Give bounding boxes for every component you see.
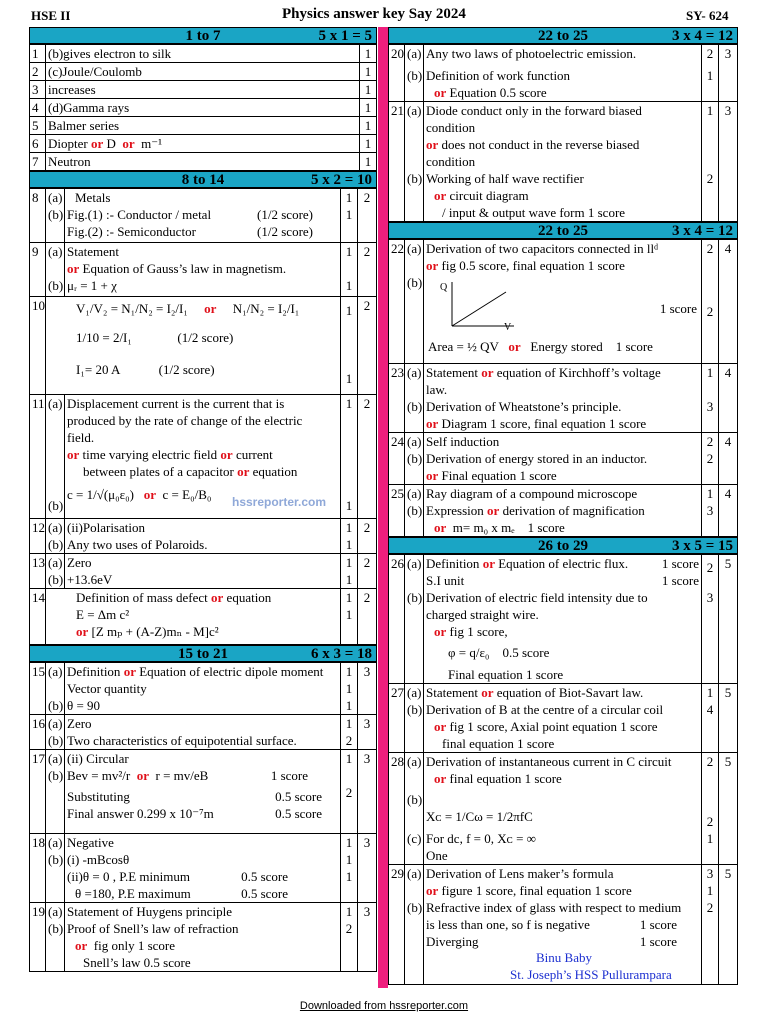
part-marks: 1	[360, 117, 377, 135]
or-keyword: or	[434, 520, 447, 535]
question-row	[30, 834, 377, 903]
total-marks: 2	[358, 519, 377, 554]
answer-text: Zero +13.6eV	[65, 554, 341, 589]
part-labels: (a) (b)	[46, 715, 65, 750]
or-keyword: or	[211, 590, 224, 605]
part-marks: 2 2	[702, 240, 719, 364]
question-row	[389, 240, 738, 364]
part-labels: (a) (b)	[405, 45, 424, 102]
question-number: 29	[389, 865, 405, 985]
author-name: Binu Baby	[536, 950, 592, 965]
part-marks: 1 1	[341, 297, 358, 395]
part-labels: (a) (b)	[46, 395, 65, 519]
part-marks: 1	[360, 135, 377, 153]
section-header: 22 to 25 3 x 4 = 12	[388, 222, 738, 239]
or-keyword: or	[67, 447, 80, 462]
part-labels: (a) (b)	[46, 663, 65, 715]
answer-text: (d)Gamma rays	[46, 99, 360, 117]
or-keyword: or	[434, 719, 447, 734]
answer-text: Definition of mass defect or equation E = Δm c² or [Z mₚ + (A-Z)mₙ - M]c²	[46, 589, 341, 645]
question-number: 4	[30, 99, 46, 117]
author-school: St. Joseph’s HSS Pullurampara	[510, 967, 672, 982]
part-marks: 1 1 1	[341, 663, 358, 715]
question-number: 11	[30, 395, 46, 519]
question-row	[30, 589, 377, 645]
q-axis-label: Q	[440, 282, 448, 293]
part-labels: (a) (b)	[405, 865, 424, 985]
part-marks: 1	[360, 45, 377, 63]
question-row	[389, 555, 738, 684]
part-labels: (a) (b)	[46, 554, 65, 589]
answer-text: Displacement current is the current that is produced by the rate of change of the electric field. or time varying electric field or current between plates of a capacitor or equation c = 1/√(μ₀ε₀) or c = E₀/B₀	[65, 395, 341, 519]
or-keyword: or	[67, 261, 80, 276]
watermark: hssreporter.com	[232, 495, 327, 509]
question-number: 1	[30, 45, 46, 63]
section-header: 1 to 7 5 x 1 = 5	[29, 27, 377, 44]
page-header	[0, 0, 768, 28]
or-keyword: or	[426, 416, 439, 431]
part-labels: (a) (b)	[405, 433, 424, 485]
part-marks: 2 3	[702, 555, 719, 684]
or-keyword: or	[143, 487, 157, 502]
question-number: 23	[389, 364, 405, 433]
part-marks: 3 1 2	[702, 865, 719, 985]
or-keyword: or	[434, 85, 447, 100]
section-table	[29, 188, 377, 645]
part-marks: 1 1	[341, 519, 358, 554]
or-keyword: or	[482, 556, 495, 571]
answer-text: Statement or Equation of Gauss’s law in magnetism. μᵣ = 1 + χ	[65, 243, 341, 297]
section-header: 26 to 29 3 x 5 = 15	[388, 537, 738, 554]
part-labels: (a) (b)	[405, 102, 424, 222]
or-keyword: or	[76, 624, 89, 639]
question-row	[30, 63, 377, 81]
section-header: 15 to 21 6 x 3 = 18	[29, 645, 377, 662]
question-row	[30, 663, 377, 715]
question-number: 13	[30, 554, 46, 589]
question-row	[30, 903, 377, 972]
question-number: 24	[389, 433, 405, 485]
answer-text: Ray diagram of a compound microscope Expression or derivation of magnification or m= m₀ x mₑ 1 score	[424, 485, 702, 537]
answer-text: (c)Joule/Coulomb	[46, 63, 360, 81]
question-row	[389, 102, 738, 222]
answer-text: Metals Fig.(1) :- Conductor / metal (1/2 score) Fig.(2) :- Semiconductor (1/2 score)	[65, 189, 341, 243]
total-marks: 2	[358, 554, 377, 589]
part-marks: 1 1	[341, 243, 358, 297]
answer-text: Derivation of Lens maker’s formula or figure 1 score, final equation 1 score Refractive index of glass with respect to medium is less than one, so f is negative 1 score Diverging 1 score	[424, 865, 702, 985]
part-marks: 1	[360, 153, 377, 171]
question-number: 8	[30, 189, 46, 243]
part-labels: (a) (b)	[405, 364, 424, 433]
part-labels: (a) (b)	[46, 189, 65, 243]
or-keyword: or	[122, 136, 135, 151]
or-keyword: or	[237, 464, 250, 479]
question-row	[30, 45, 377, 63]
question-number: 27	[389, 684, 405, 753]
or-keyword: or	[481, 365, 494, 380]
answer-text: Definition or Equation of electric dipole moment Vector quantity θ = 90	[65, 663, 341, 715]
answer-text: V₁/V₂ = N₁/N₂ = I₂/I₁ or N₁/N₂ = I₂/I₁ 1/10 = 2/I₁ (1/2 score) I₁= 20 A (1/2 score)	[46, 297, 341, 395]
total-marks: 3	[358, 834, 377, 903]
answer-text: Diopter or D or m⁻¹	[46, 135, 360, 153]
part-marks: 2 1	[702, 45, 719, 102]
total-marks: 3	[358, 903, 377, 972]
column-divider	[378, 27, 388, 988]
question-number: 25	[389, 485, 405, 537]
question-number: 14	[30, 589, 46, 645]
part-labels: (a) (b)	[405, 555, 424, 684]
question-number: 20	[389, 45, 405, 102]
question-number: 5	[30, 117, 46, 135]
answer-text: Statement or equation of Biot-Savart law. Derivation of B at the centre of a circular coil or fig 1 score, Axial point equation 1 score final equation 1 score	[424, 684, 702, 753]
section-table	[388, 554, 738, 985]
question-number: 17	[30, 750, 46, 834]
total-marks: 4	[719, 364, 738, 433]
question-row	[30, 135, 377, 153]
section-table	[388, 44, 738, 222]
answer-text: Neutron	[46, 153, 360, 171]
q-v-graph	[438, 278, 518, 330]
question-number: 2	[30, 63, 46, 81]
part-marks: 1	[360, 99, 377, 117]
part-labels: (a) (b) (c)	[405, 753, 424, 865]
part-marks: 1 3	[702, 485, 719, 537]
total-marks: 2	[358, 589, 377, 645]
question-number: 6	[30, 135, 46, 153]
part-marks: 1 1	[341, 589, 358, 645]
question-number: 18	[30, 834, 46, 903]
answer-text: (b)gives electron to silk	[46, 45, 360, 63]
or-keyword: or	[220, 447, 233, 462]
part-labels: (a) (b)	[405, 485, 424, 537]
or-keyword: or	[434, 188, 447, 203]
total-marks: 2	[358, 395, 377, 519]
question-row	[30, 750, 377, 834]
total-marks: 5	[719, 753, 738, 865]
or-keyword: or	[487, 503, 500, 518]
question-number: 10	[30, 297, 46, 395]
answer-text: Statement of Huygens principle Proof of Snell’s law of refraction or fig only 1 score Snell’s law 0.5 score	[65, 903, 341, 972]
right-column	[388, 27, 738, 985]
part-labels: (a) (b)	[46, 243, 65, 297]
part-marks: 1 3	[702, 364, 719, 433]
question-row	[30, 297, 377, 395]
question-number: 21	[389, 102, 405, 222]
question-row	[389, 485, 738, 537]
part-marks: 1 1	[341, 189, 358, 243]
or-keyword: or	[508, 339, 521, 354]
question-row	[30, 117, 377, 135]
class-label: HSE II	[31, 8, 71, 23]
or-keyword: or	[90, 136, 104, 151]
part-labels: (a) (b)	[46, 834, 65, 903]
question-number: 28	[389, 753, 405, 865]
total-marks: 4	[719, 240, 738, 364]
page-title: Physics answer key Say 2024	[282, 6, 466, 22]
part-marks: 1	[360, 81, 377, 99]
total-marks: 3	[358, 715, 377, 750]
total-marks: 5	[719, 684, 738, 753]
part-labels: (a) (b)	[46, 519, 65, 554]
total-marks: 2	[358, 189, 377, 243]
part-marks: 1 4	[702, 684, 719, 753]
part-marks: 1 1	[341, 554, 358, 589]
or-keyword: or	[426, 883, 439, 898]
or-keyword: or	[426, 258, 439, 273]
answer-text: Derivation of two capacitors connected in llᵈ or fig 0.5 score, final equation 1 score Q V 1 score Area = ½ QV or Energy stored 1 score	[424, 240, 702, 364]
question-number: 9	[30, 243, 46, 297]
answer-text: increases	[46, 81, 360, 99]
question-row	[30, 189, 377, 243]
or-keyword: or	[204, 301, 217, 316]
part-marks: 1 2	[341, 715, 358, 750]
question-number: 26	[389, 555, 405, 684]
question-row	[389, 45, 738, 102]
answer-text: Self induction Derivation of energy stored in an inductor. or Final equation 1 score	[424, 433, 702, 485]
section-header: 8 to 14 5 x 2 = 10	[29, 171, 377, 188]
question-row	[389, 364, 738, 433]
answer-text: Zero Two characteristics of equipotential surface.	[65, 715, 341, 750]
section-header: 22 to 25 3 x 4 = 12	[388, 27, 738, 44]
total-marks: 3	[719, 102, 738, 222]
answer-text: Definition or Equation of electric flux. 1 score S.I unit 1 score Derivation of electric field intensity due to charged straight wire. or fig 1 score, φ = q/ε₀ 0.5 score Final equation 1 score	[424, 555, 702, 684]
total-marks: 4	[719, 485, 738, 537]
part-labels: (a) (b)	[405, 240, 424, 364]
question-row	[30, 99, 377, 117]
footer-link[interactable]: Downloaded from hssreporter.com	[299, 1000, 469, 1012]
part-marks: 1 1 1	[341, 834, 358, 903]
section-table	[388, 239, 738, 537]
question-row	[30, 519, 377, 554]
total-marks: 5	[719, 555, 738, 684]
question-number: 22	[389, 240, 405, 364]
question-row	[389, 753, 738, 865]
part-marks: 1 2	[702, 102, 719, 222]
question-row	[30, 554, 377, 589]
part-marks: 1 2	[341, 903, 358, 972]
or-keyword: or	[481, 685, 494, 700]
total-marks: 2	[358, 297, 377, 395]
part-marks: 1 2	[341, 750, 358, 834]
or-keyword: or	[434, 771, 447, 786]
answer-text: Statement or equation of Kirchhoff’s voltage law. Derivation of Wheatstone’s principle. or Diagram 1 score, final equation 1 score	[424, 364, 702, 433]
total-marks: 3	[358, 750, 377, 834]
question-row	[389, 433, 738, 485]
or-keyword: or	[75, 938, 88, 953]
part-marks: 1 1	[341, 395, 358, 519]
part-marks: 1	[360, 63, 377, 81]
question-row	[30, 715, 377, 750]
question-number: 3	[30, 81, 46, 99]
or-keyword: or	[136, 768, 150, 783]
total-marks: 5	[719, 865, 738, 985]
section-table	[29, 662, 377, 972]
section-table	[29, 44, 377, 171]
v-axis-label: V	[504, 322, 512, 330]
answer-text: Balmer series	[46, 117, 360, 135]
total-marks: 3	[358, 663, 377, 715]
question-number: 12	[30, 519, 46, 554]
question-number: 15	[30, 663, 46, 715]
part-labels: (a) (b)	[46, 903, 65, 972]
answer-text: Any two laws of photoelectric emission. Definition of work function or Equation 0.5 score	[424, 45, 702, 102]
question-row	[30, 153, 377, 171]
question-number: 19	[30, 903, 46, 972]
paper-code: SY- 624	[686, 8, 729, 23]
part-marks: 2 2 1	[702, 753, 719, 865]
total-marks: 2	[358, 243, 377, 297]
or-keyword: or	[434, 624, 447, 639]
part-labels: (a) (b)	[46, 750, 65, 834]
or-keyword: or	[123, 664, 136, 679]
answer-text: Negative (i) -mBcosθ (ii)θ = 0 , P.E minimum 0.5 score θ =180, P.E maximum 0.5 score	[65, 834, 341, 903]
answer-text: Diode conduct only in the forward biased condition or does not conduct in the reverse biased condition Working of half wave rectifier or circuit diagram / input & output wave form 1 score	[424, 102, 702, 222]
or-keyword: or	[426, 468, 439, 483]
question-row	[30, 81, 377, 99]
question-number: 7	[30, 153, 46, 171]
part-marks: 2 2	[702, 433, 719, 485]
answer-text: (ii) Circular Bev = mv²/r or r = mv/eB 1 score Substituting 0.5 score Final answer 0.299 x 10⁻⁷m 0.5 score	[65, 750, 341, 834]
or-keyword: or	[426, 137, 439, 152]
part-labels: (a) (b)	[405, 684, 424, 753]
answer-text: (ii)Polarisation Any two uses of Polaroids.	[65, 519, 341, 554]
question-row	[30, 243, 377, 297]
question-number: 16	[30, 715, 46, 750]
total-marks: 3	[719, 45, 738, 102]
total-marks: 4	[719, 433, 738, 485]
question-row	[389, 684, 738, 753]
answer-text: Derivation of instantaneous current in C circuit or final equation 1 score Xᴄ = 1/Cω = 1/2πfC For dc, f = 0, Xᴄ = ∞ One	[424, 753, 702, 865]
